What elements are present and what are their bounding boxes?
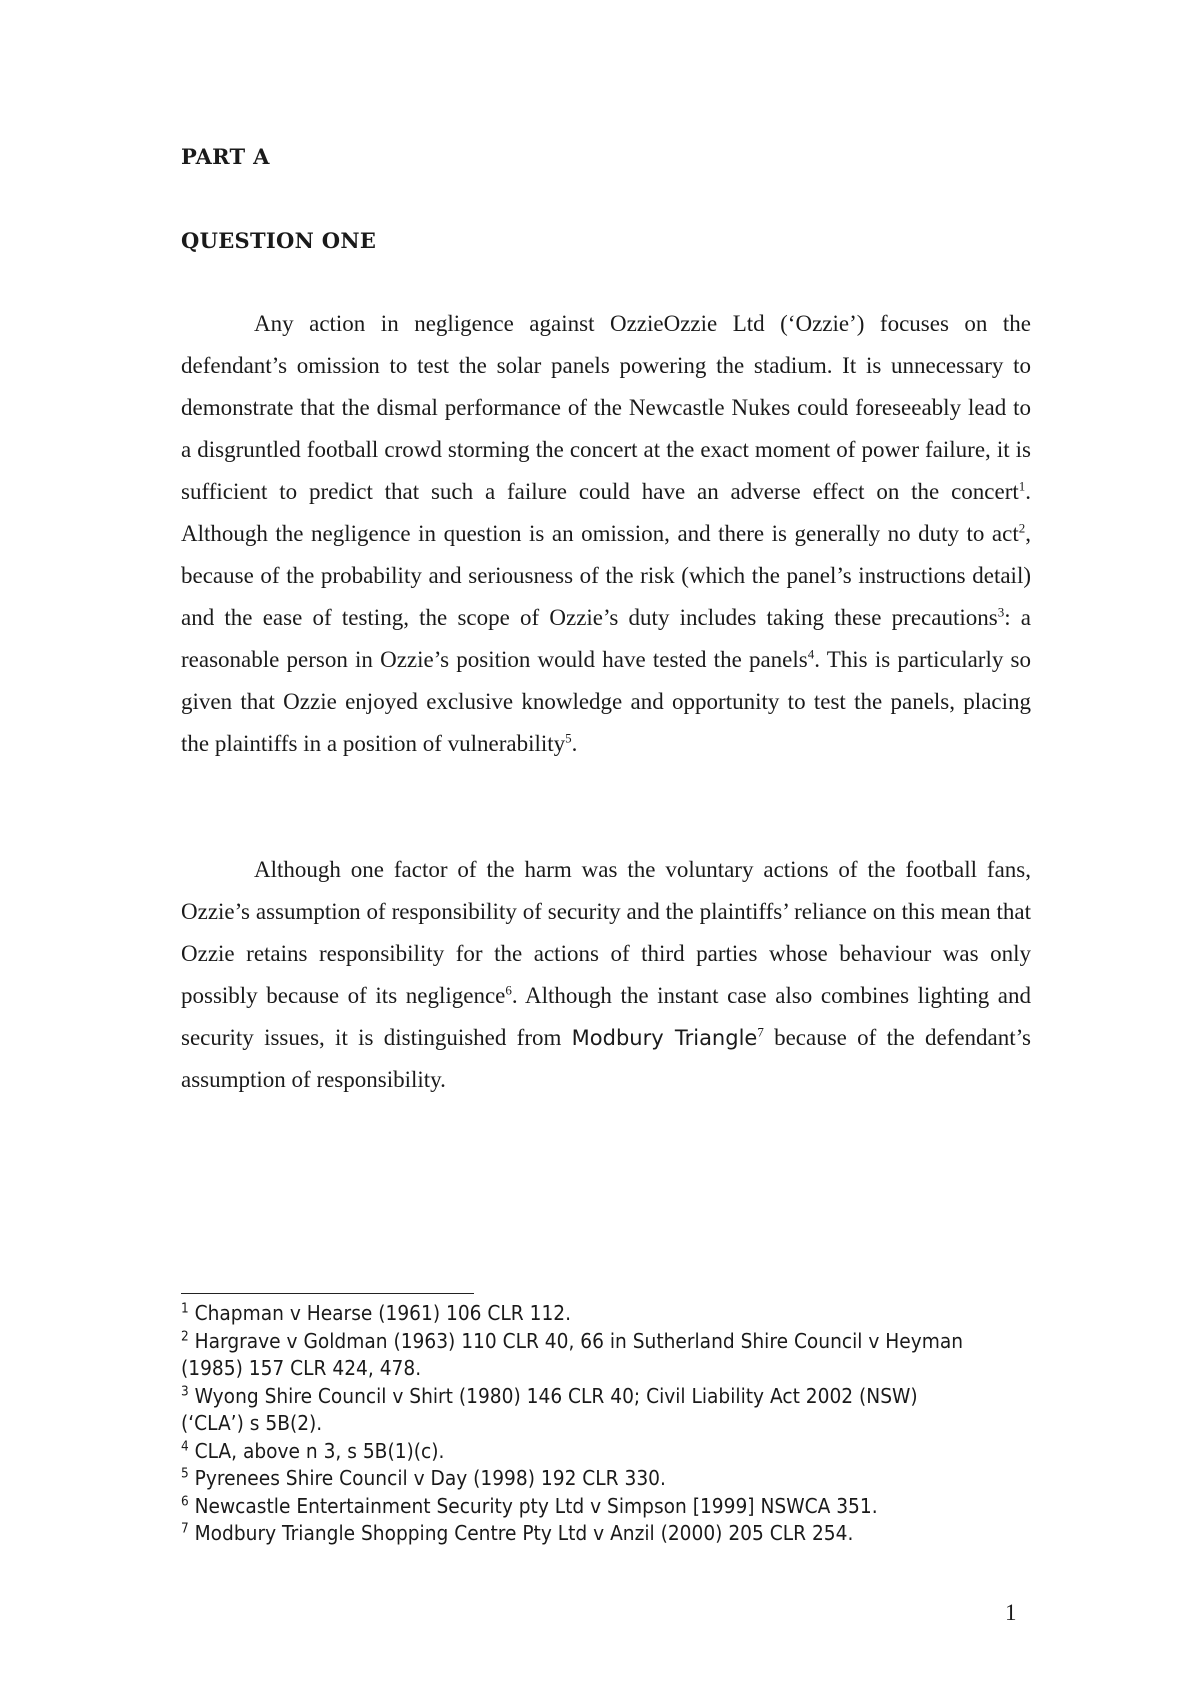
footnote-ref-1: 1 (1018, 478, 1026, 494)
footnote-ref-6: 6 (505, 982, 512, 998)
footnote-number: 2 (181, 1328, 189, 1344)
footnote-text: Wyong Shire Council v Shirt (1980) 146 CLR 40; Civil Liability Act 2002 (NSW) (‘CLA’) s 5B(2). (181, 1383, 918, 1435)
footnotes-list (181, 1300, 981, 1548)
case-name: Modbury Triangle (571, 1026, 758, 1050)
footnote-item (181, 1438, 981, 1466)
paragraph-1-text-6: . (571, 731, 578, 756)
footnote-text: Hargrave v Goldman (1963) 110 CLR 40, 66 in Sutherland Shire Council v Heyman (1985) 157 CLR 424, 478. (181, 1328, 964, 1380)
paragraph-2-text-2: . Although the instant case also combines lighting and security issues, it is distinguished from (181, 983, 1031, 1050)
footnote-ref-5: 5 (565, 730, 572, 746)
paragraph-1 (181, 303, 1031, 765)
footnote-text: Newcastle Entertainment Security pty Ltd v Simpson [1999] NSWCA 351. (194, 1493, 878, 1518)
footnote-item (181, 1300, 981, 1328)
footnote-separator (181, 1293, 474, 1294)
footnote-item (181, 1520, 981, 1548)
paragraph-2-text-3: because of the defendant’s assumption of responsibility. (181, 1025, 1031, 1092)
paragraph-2-text-1: Although one factor of the harm was the voluntary actions of the football fans, Ozzie’s assumption of responsibility of security and the plaintiffs’ reliance on this mean that Ozzie retains responsibility for the actions of third parties whose behaviour was only possibly because of its negligence (181, 857, 1031, 1008)
part-heading: PART A (181, 144, 270, 169)
footnote-number: 6 (181, 1493, 189, 1509)
paragraph-2 (181, 849, 1031, 1101)
footnote-number: 1 (181, 1301, 189, 1317)
footnote-number: 3 (181, 1383, 189, 1399)
paragraph-1-text-2: . Although the negligence in question is an omission, and there is generally no duty to act (181, 479, 1031, 546)
footnote-text: CLA, above n 3, s 5B(1)(c). (194, 1438, 445, 1463)
footnote-ref-7: 7 (757, 1024, 764, 1040)
footnote-ref-2: 2 (1018, 520, 1026, 536)
footnote-ref-3: 3 (997, 604, 1005, 620)
footnote-item (181, 1383, 981, 1438)
footnote-number: 7 (181, 1521, 189, 1537)
footnote-text: Chapman v Hearse (1961) 106 CLR 112. (194, 1301, 572, 1325)
paragraph-1-text-3: , because of the probability and seriousness of the risk (which the panel’s instructions detail) and the ease of testing, the scope of Ozzie’s duty includes taking these precautions (181, 521, 1031, 630)
paragraph-1-text-5: . This is particularly so given that Ozzie enjoyed exclusive knowledge and opportunity to test the panels, placing the plaintiffs in a position of vulnerability (181, 647, 1031, 756)
footnote-text: Pyrenees Shire Council v Day (1998) 192 CLR 330. (194, 1466, 666, 1490)
footnote-ref-4: 4 (807, 646, 815, 662)
footnote-number: 5 (181, 1466, 189, 1482)
footnote-text: Modbury Triangle Shopping Centre Pty Ltd v Anzil (2000) 205 CLR 254. (194, 1521, 854, 1545)
footnote-item (181, 1465, 981, 1493)
footnote-item (181, 1493, 981, 1521)
paragraph-1-text-1: Any action in negligence against OzzieOzzie Ltd (‘Ozzie’) focuses on the defendant’s omission to test the solar panels powering the stadium. It is unnecessary to demonstrate that the dismal performance of the Newcastle Nukes could foreseeably lead to a disgruntled football crowd storming the concert at the exact moment of power failure, it is sufficient to predict that such a failure could have an adverse effect on the concert (181, 311, 1031, 504)
footnote-item (181, 1328, 981, 1383)
paragraph-1-text-4: : a reasonable person in Ozzie’s position would have tested the panels (181, 605, 1031, 672)
page-number: 1 (1005, 1600, 1017, 1625)
question-heading: QUESTION ONE (181, 228, 377, 253)
footnote-number: 4 (181, 1438, 189, 1454)
